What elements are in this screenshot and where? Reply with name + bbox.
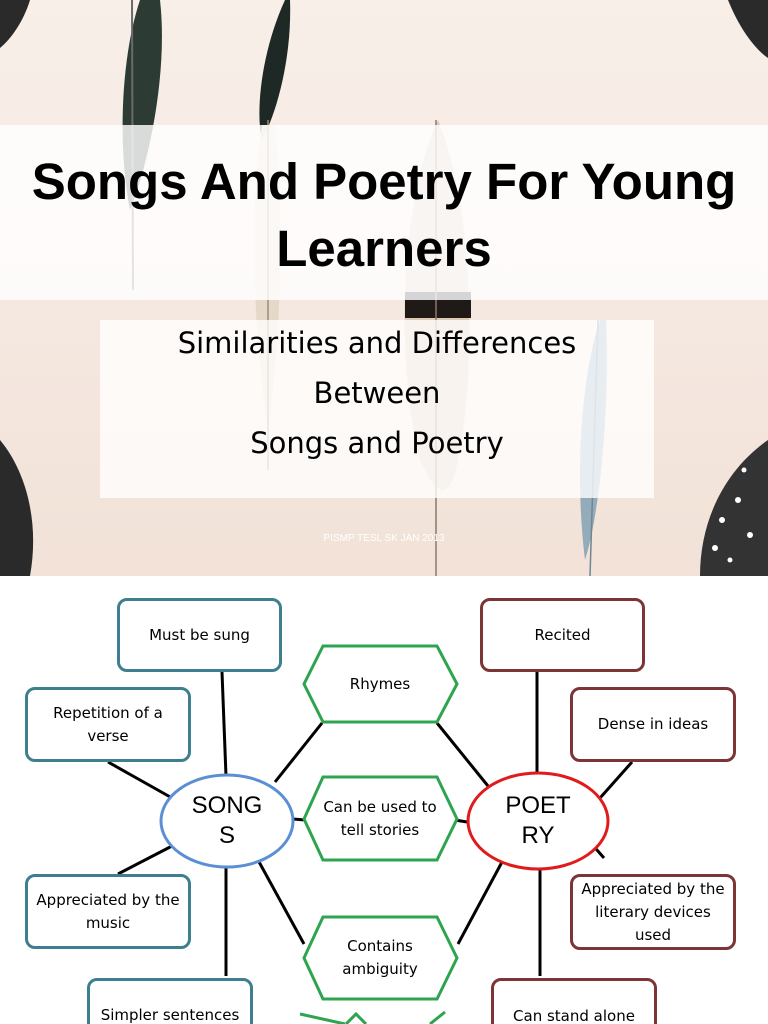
songs-item-box: Appreciated by the music bbox=[25, 874, 191, 949]
songs-label-line-2: S bbox=[218, 822, 235, 849]
subtitle-line-1: Similarities and Differences bbox=[177, 326, 577, 360]
poetry-item-box: Can stand alone bbox=[491, 978, 657, 1024]
shared-item-label: Rhymes bbox=[349, 674, 411, 693]
subtitle-line-3: Songs and Poetry bbox=[250, 426, 504, 460]
songs-item-box: Must be sung bbox=[117, 598, 282, 672]
connector-line bbox=[258, 860, 304, 944]
slide-footer: PISMP TESL SK JAN 2013 bbox=[323, 533, 445, 544]
slide-title: Songs And Poetry For Young Learners bbox=[31, 153, 737, 277]
songs-item-box: Simpler sentences bbox=[87, 978, 253, 1024]
subtitle-line-2: Between bbox=[313, 376, 441, 410]
shared-hexagon-fragment bbox=[300, 1014, 345, 1024]
shared-hexagon-fragment bbox=[430, 1012, 445, 1024]
poetry-ellipse-label bbox=[468, 773, 608, 869]
poetry-item-box: Recited bbox=[480, 598, 645, 672]
shared-item-label: Contains ambiguity bbox=[342, 937, 418, 978]
poetry-item-box: Appreciated by the literary devices used bbox=[570, 874, 736, 950]
songs-item-box: Repetition of a verse bbox=[25, 687, 191, 762]
shared-item-label: Can be used to tell stories bbox=[323, 797, 437, 839]
connector-line bbox=[222, 672, 226, 776]
poetry-label-line-1: POET bbox=[505, 792, 571, 819]
songs-ellipse-label bbox=[161, 775, 293, 867]
connector-line bbox=[275, 723, 322, 782]
connector-line bbox=[458, 862, 502, 944]
poetry-item-box: Dense in ideas bbox=[570, 687, 736, 762]
poetry-label-line-2: RY bbox=[521, 822, 555, 849]
comparison-diagram bbox=[0, 576, 768, 1024]
songs-label-line-1: SONG bbox=[191, 792, 263, 819]
shared-hexagon-fragment bbox=[346, 1014, 366, 1024]
